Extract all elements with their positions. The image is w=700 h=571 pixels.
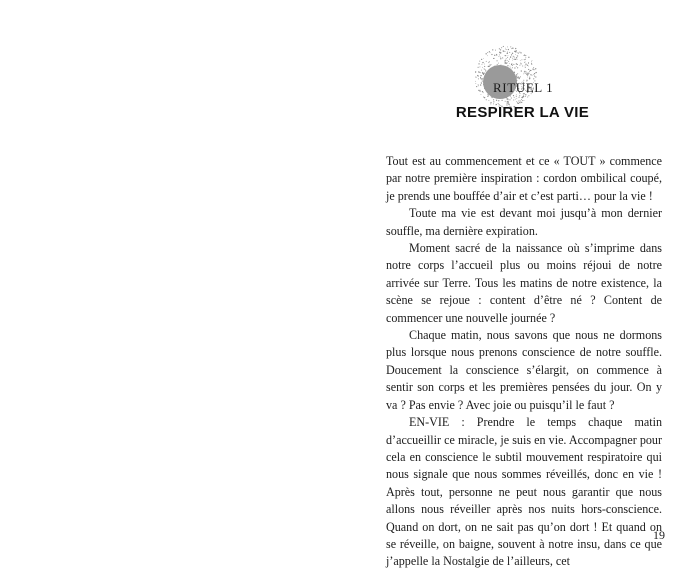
halo-dot <box>533 67 534 68</box>
halo-dot <box>510 67 511 68</box>
paragraph: Moment sacré de la naissance où s’imprime dans notre corps l’accueil plus ou moins réjoui de notre arrivée sur Terre. Tous les matins de notre existence, la scène se rejoue : content d’être né ? Content de commencer une nouvelle journée ? <box>386 241 662 325</box>
halo-dot <box>519 77 520 78</box>
halo-dot <box>518 78 519 79</box>
halo-dot <box>528 75 529 76</box>
halo-dot <box>507 101 508 102</box>
halo-dot <box>532 60 533 61</box>
halo-dot <box>518 97 519 98</box>
halo-dot <box>531 63 532 64</box>
halo-dot <box>482 62 483 63</box>
halo-dot <box>533 74 534 75</box>
halo-dot <box>488 66 489 67</box>
halo-dot <box>514 67 515 68</box>
halo-dot <box>499 48 500 49</box>
halo-dot <box>482 91 483 92</box>
halo-dot <box>507 65 508 66</box>
halo-dot <box>508 49 509 50</box>
halo-dot <box>488 62 489 63</box>
halo-dot <box>500 58 501 59</box>
halo-dot <box>512 58 513 59</box>
halo-dot <box>535 68 536 69</box>
halo-dot <box>515 48 516 49</box>
halo-dot <box>485 53 486 54</box>
halo-dot <box>505 48 506 49</box>
halo-dot <box>482 67 483 68</box>
halo-dot <box>513 100 514 101</box>
halo-dot <box>528 66 529 67</box>
halo-dot <box>482 64 483 65</box>
halo-dot <box>524 62 525 63</box>
halo-dot <box>512 67 513 68</box>
halo-dot <box>483 73 484 74</box>
halo-dot <box>528 69 529 70</box>
halo-dot <box>482 72 483 73</box>
halo-dot <box>483 74 484 75</box>
halo-dot <box>530 74 531 75</box>
halo-dot <box>490 102 491 103</box>
halo-dot <box>512 53 513 54</box>
halo-dot <box>509 52 510 53</box>
halo-dot <box>500 49 501 50</box>
paragraph: Tout est au commencement et ce « TOUT » commence par notre première inspiration : cordon ombilical coupé, je prends une bouffée d’air et c’est parti… pour la vie ! <box>386 154 662 203</box>
halo-dot <box>507 60 508 61</box>
halo-dot <box>475 71 476 72</box>
halo-dot <box>516 50 517 51</box>
halo-dot <box>505 51 506 52</box>
halo-dot <box>500 57 501 58</box>
halo-dot <box>524 54 525 55</box>
halo-dot <box>518 100 519 101</box>
halo-dot <box>519 52 520 53</box>
halo-dot <box>526 74 527 75</box>
halo-dot <box>521 99 522 100</box>
halo-dot <box>515 59 516 60</box>
halo-dot <box>521 70 522 71</box>
halo-dot <box>520 100 521 101</box>
halo-dot <box>525 64 526 65</box>
halo-dot <box>521 59 522 60</box>
halo-dot <box>535 72 536 73</box>
halo-dot <box>483 92 484 93</box>
halo-dot <box>530 70 531 71</box>
halo-dot <box>478 78 479 79</box>
halo-dot <box>502 51 503 52</box>
halo-dot <box>503 50 504 51</box>
halo-dot <box>504 62 505 63</box>
halo-dot <box>478 86 479 87</box>
halo-dot <box>484 66 485 67</box>
halo-dot <box>518 76 519 77</box>
halo-dot <box>517 64 518 65</box>
halo-dot <box>525 71 526 72</box>
halo-dot <box>517 73 518 74</box>
halo-dot <box>520 63 521 64</box>
halo-dot <box>481 59 482 60</box>
halo-dot <box>496 100 497 101</box>
halo-dot <box>526 73 527 74</box>
paragraph: EN-VIE : Prendre le temps chaque matin d’accueillir ce miracle, je suis en vie. Accompagner pour cela en conscience le subtil mouvement respiratoire qui nous signale que nous sommes réveillés, donc en vie ! Après tout, personne ne peut nous garantir que nous allons nous réveiller après nos nuits hors-conscience. Quand on dort, on ne sait pas qu’on dort ! Et quand on se réveille, on baigne, souvent à notre insu, dans ce que j’appelle la Nostalgie de l’ailleurs, cet <box>386 415 662 569</box>
halo-dot <box>534 69 535 70</box>
halo-dot <box>525 59 526 60</box>
halo-dot <box>481 94 482 95</box>
halo-dot <box>516 66 517 67</box>
halo-dot <box>515 99 516 100</box>
halo-dot <box>512 60 513 61</box>
halo-dot <box>487 52 488 53</box>
halo-dot <box>531 61 532 62</box>
halo-dot <box>534 76 535 77</box>
chapter-label: RITUEL 1 <box>493 80 554 95</box>
halo-dot <box>522 100 523 101</box>
halo-dot <box>517 67 518 68</box>
halo-dot <box>520 60 521 61</box>
halo-dot <box>479 90 480 91</box>
halo-dot <box>486 61 487 62</box>
halo-dot <box>482 80 483 81</box>
halo-dot <box>517 52 518 53</box>
halo-dot <box>528 73 529 74</box>
halo-dot <box>507 46 508 47</box>
halo-dot <box>478 90 479 91</box>
halo-dot <box>500 52 501 53</box>
halo-dot <box>507 99 508 100</box>
halo-dot <box>502 57 503 58</box>
halo-dot <box>516 101 517 102</box>
halo-dot <box>481 85 482 86</box>
halo-dot <box>493 58 494 59</box>
halo-dot <box>475 81 476 82</box>
halo-dot <box>503 46 504 47</box>
halo-dot <box>514 57 515 58</box>
halo-dot <box>507 57 508 58</box>
halo-dot <box>522 65 523 66</box>
halo-dot <box>480 90 481 91</box>
halo-dot <box>492 49 493 50</box>
halo-dot <box>481 78 482 79</box>
halo-dot <box>530 78 531 79</box>
halo-dot <box>476 77 477 78</box>
halo-dot <box>523 74 524 75</box>
halo-dot <box>513 64 514 65</box>
halo-dot <box>484 97 485 98</box>
halo-dot <box>483 96 484 97</box>
halo-dot <box>519 65 520 66</box>
halo-dot <box>528 63 529 64</box>
paragraph: Chaque matin, nous savons que nous ne dormons plus lorsque nous prenons conscience de notre souffle. Doucement la conscience s’élargit, on commence à sentir son corps et les premières pensées du jour. On y va ? Pas envie ? Avec joie ou puisqu’il le faut ? <box>386 328 662 412</box>
halo-dot <box>513 56 514 57</box>
halo-dot <box>516 74 517 75</box>
halo-dot <box>480 75 481 76</box>
page-number: 19 <box>653 528 665 542</box>
halo-dot <box>487 55 488 56</box>
halo-dot <box>529 71 530 72</box>
halo-dot <box>497 60 498 61</box>
halo-dot <box>523 100 524 101</box>
halo-dot <box>484 64 485 65</box>
halo-dot <box>491 54 492 55</box>
halo-dot <box>511 63 512 64</box>
halo-dot <box>501 47 502 48</box>
halo-dot <box>505 101 506 102</box>
halo-dot <box>528 57 529 58</box>
halo-dot <box>506 49 507 50</box>
halo-dot <box>494 58 495 59</box>
halo-dot <box>476 86 477 87</box>
halo-dot <box>506 58 507 59</box>
halo-dot <box>509 63 510 64</box>
halo-dot <box>525 55 526 56</box>
halo-dot <box>524 59 525 60</box>
halo-dot <box>524 72 525 73</box>
halo-dot <box>489 51 490 52</box>
paragraph: Toute ma vie est devant moi jusqu’à mon dernier souffle, ma dernière expiration. <box>386 206 662 238</box>
halo-dot <box>483 58 484 59</box>
halo-dot <box>485 70 486 71</box>
halo-dot <box>511 97 512 98</box>
halo-dot <box>489 64 490 65</box>
halo-dot <box>496 54 497 55</box>
halo-dot <box>487 94 488 95</box>
halo-dot <box>494 55 495 56</box>
halo-dot <box>479 66 480 67</box>
halo-dot <box>477 75 478 76</box>
halo-dot <box>511 48 512 49</box>
halo-dot <box>515 54 516 55</box>
halo-dot <box>532 68 533 69</box>
halo-dot <box>485 69 486 70</box>
halo-dot <box>516 98 517 99</box>
halo-dot <box>534 73 535 74</box>
halo-dot <box>525 57 526 58</box>
halo-dot <box>487 96 488 97</box>
halo-dot <box>499 56 500 57</box>
halo-dot <box>478 84 479 85</box>
halo-dot <box>511 54 512 55</box>
halo-dot <box>520 76 521 77</box>
halo-dot <box>481 82 482 83</box>
halo-dot <box>532 75 533 76</box>
halo-dot <box>478 67 479 68</box>
halo-dot <box>493 99 494 100</box>
halo-dot <box>514 97 515 98</box>
halo-dot <box>525 67 526 68</box>
halo-dot <box>507 52 508 53</box>
halo-dot <box>489 61 490 62</box>
halo-dot <box>509 99 510 100</box>
halo-dot <box>481 70 482 71</box>
halo-dot <box>491 64 492 65</box>
halo-dot <box>498 100 499 101</box>
halo-dot <box>529 77 530 78</box>
halo-dot <box>478 63 479 64</box>
halo-dot <box>528 62 529 63</box>
halo-dot <box>508 55 509 56</box>
halo-dot <box>508 61 509 62</box>
halo-dot <box>535 76 536 77</box>
halo-dot <box>527 65 528 66</box>
halo-dot <box>484 68 485 69</box>
halo-dot <box>479 61 480 62</box>
halo-dot <box>512 65 513 66</box>
halo-dot <box>495 50 496 51</box>
halo-dot <box>521 102 522 103</box>
halo-dot <box>531 64 532 65</box>
halo-dot <box>525 96 526 97</box>
halo-dot <box>475 83 476 84</box>
halo-dot <box>517 55 518 56</box>
halo-dot <box>510 66 511 67</box>
halo-dot <box>505 55 506 56</box>
halo-dot <box>516 63 517 64</box>
halo-dot <box>525 62 526 63</box>
halo-dot <box>482 78 483 79</box>
halo-dot <box>525 65 526 66</box>
halo-dot <box>512 47 513 48</box>
halo-dot <box>517 77 518 78</box>
halo-dot <box>520 52 521 53</box>
halo-dot <box>525 73 526 74</box>
halo-dot <box>497 64 498 65</box>
halo-dot <box>501 100 502 101</box>
halo-dot <box>486 99 487 100</box>
halo-dot <box>504 55 505 56</box>
halo-dot <box>517 59 518 60</box>
halo-dot <box>527 77 528 78</box>
halo-dot <box>509 59 510 60</box>
halo-dot <box>510 46 511 47</box>
halo-dot <box>522 96 523 97</box>
halo-dot <box>520 63 521 64</box>
halo-dot <box>493 101 494 102</box>
chapter-title: RESPIRER LA VIE <box>455 104 590 121</box>
halo-dot <box>499 54 500 55</box>
halo-dot <box>480 72 481 73</box>
halo-dot <box>498 63 499 64</box>
halo-dot <box>490 52 491 53</box>
halo-dot <box>516 57 517 58</box>
halo-dot <box>488 100 489 101</box>
halo-dot <box>527 97 528 98</box>
halo-dot <box>514 59 515 60</box>
body-text <box>386 153 662 571</box>
halo-dot <box>510 56 511 57</box>
halo-dot <box>480 77 481 78</box>
halo-dot <box>478 71 479 72</box>
halo-dot <box>504 60 505 61</box>
halo-dot <box>507 53 508 54</box>
halo-dot <box>516 96 517 97</box>
